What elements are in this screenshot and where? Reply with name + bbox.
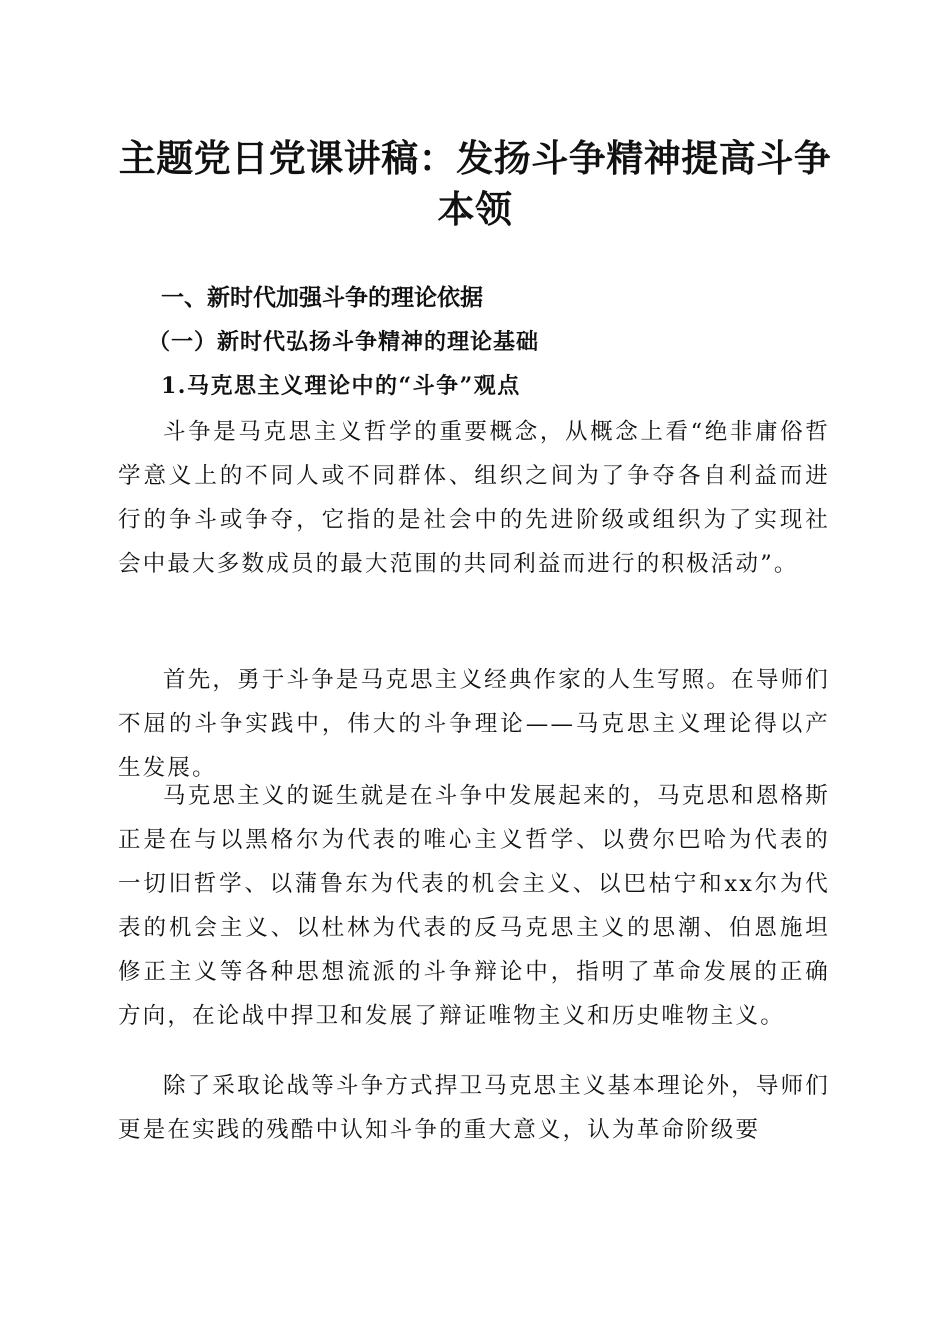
body-paragraph: 除了采取论战等斗争方式捍卫马克思主义基本理论外，导师们更是在实践的残酷中认知斗争的重大意义，认为革命阶级要 bbox=[118, 1073, 830, 1143]
body-paragraph: 首先，勇于斗争是马克思主义经典作家的人生写照。在导师们不屈的斗争实践中，伟大的斗争理论——马克思主义理论得以产生发展。 bbox=[118, 667, 830, 781]
section-heading: 一、新时代加强斗争的理论依据 bbox=[161, 285, 483, 311]
body-paragraph: 马克思主义的诞生就是在斗争中发展起来的，马克思和恩格斯正是在与以黑格尔为代表的唯心主义哲学、以费尔巴哈为代表的一切旧哲学、以蒲鲁东为代表的机会主义、以巴枯宁和xx尔为代表的机会主义、以杜林为代表的反马克思主义的思潮、伯恩施坦修正主义等各种思想流派的斗争辩论中，指明了革命发展的正确方向，在论战中捍卫和发展了辩证唯物主义和历史唯物主义。 bbox=[118, 783, 830, 1029]
body-paragraph: 斗争是马克思主义哲学的重要概念，从概念上看“绝非庸俗哲学意义上的不同人或不同群体、组织之间为了争夺各自利益而进行的争斗或争夺，它指的是社会中的先进阶级或组织为了实现社会中最大多数成员的最大范围的共同利益而进行的积极活动”。 bbox=[118, 419, 830, 577]
subsection-heading: （一）新时代弘扬斗争精神的理论基础 bbox=[148, 329, 540, 355]
sub-subsection-heading: 1.马克思主义理论中的“斗争”观点 bbox=[161, 373, 521, 399]
document-title: 主题党日党课讲稿：发扬斗争精神提高斗争本领 bbox=[118, 136, 832, 231]
